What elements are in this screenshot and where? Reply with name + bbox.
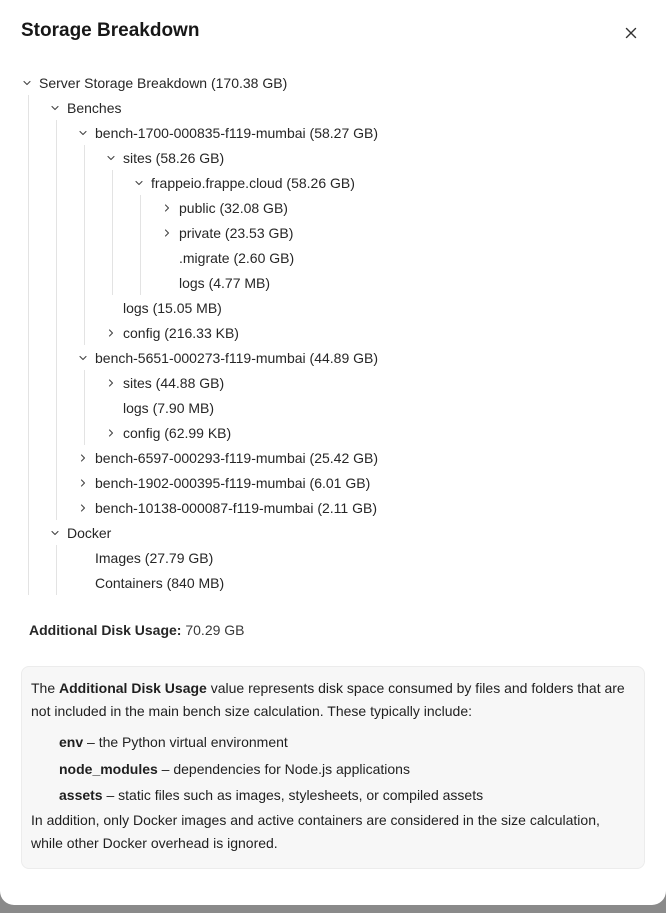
item-desc: – dependencies for Node.js applications xyxy=(157,760,410,777)
chevron-down-icon[interactable] xyxy=(49,527,61,539)
tree-node xyxy=(105,295,378,320)
tree-spacer xyxy=(105,302,117,314)
tree-node-label: Docker xyxy=(67,524,112,541)
tree-node-label: logs (15.05 MB) xyxy=(123,299,222,316)
tree-node[interactable] xyxy=(77,470,378,495)
tree-children xyxy=(112,170,378,295)
chevron-down-icon[interactable] xyxy=(133,177,145,189)
tree-node-label: private (23.53 GB) xyxy=(179,224,294,241)
chevron-right-icon[interactable] xyxy=(77,502,89,514)
item-desc: – the Python virtual environment xyxy=(83,734,288,750)
chevron-down-icon[interactable] xyxy=(49,102,61,114)
chevron-down-icon[interactable] xyxy=(77,127,89,139)
tree-node-label: .migrate (2.60 GB) xyxy=(179,249,295,266)
tree-node-label: bench-5651-000273-f119-mumbai (44.89 GB) xyxy=(95,349,379,366)
tree-node-label: Images (27.79 GB) xyxy=(95,549,214,566)
tree-spacer xyxy=(77,577,89,589)
tree-node[interactable] xyxy=(105,145,378,170)
tree-node[interactable] xyxy=(21,70,378,95)
tree-node[interactable] xyxy=(77,495,378,520)
tree-node xyxy=(77,570,378,595)
tree-node[interactable] xyxy=(77,120,378,145)
tree-node[interactable] xyxy=(77,345,378,370)
additional-disk-usage-value: 70.29 GB xyxy=(185,622,245,638)
tree-node xyxy=(161,245,378,270)
tree-node-label: sites (58.26 GB) xyxy=(123,149,225,166)
tree-node-label: config (62.99 KB) xyxy=(123,424,232,441)
tree-children xyxy=(84,370,378,445)
tree-node[interactable] xyxy=(133,170,378,195)
tree-node-label: sites (44.88 GB) xyxy=(123,374,225,391)
info-intro xyxy=(31,677,635,723)
tree-spacer xyxy=(77,552,89,564)
tree-node xyxy=(161,270,378,295)
info-intro-pre: The xyxy=(31,680,60,696)
chevron-right-icon[interactable] xyxy=(105,427,117,439)
tree-node[interactable] xyxy=(105,320,378,345)
tree-node-label: config (216.33 KB) xyxy=(123,324,239,341)
tree-node-label: public (32.08 GB) xyxy=(179,199,288,216)
tree-node-label: Benches xyxy=(67,99,122,116)
chevron-down-icon[interactable] xyxy=(77,352,89,364)
item-term: assets xyxy=(59,787,103,803)
tree-node-label: frappeio.frappe.cloud (58.26 GB) xyxy=(151,174,355,191)
list-item xyxy=(59,782,635,809)
additional-disk-usage xyxy=(29,622,245,638)
chevron-right-icon[interactable] xyxy=(161,202,173,214)
tree-children xyxy=(84,145,378,345)
info-intro-post: value represents disk space consumed by files and folders that are not included in the main bench size calculation. These typically include: xyxy=(31,680,625,719)
close-icon xyxy=(622,24,640,42)
tree-node[interactable] xyxy=(161,195,378,220)
chevron-down-icon[interactable] xyxy=(105,152,117,164)
tree-children xyxy=(56,120,378,520)
tree-spacer xyxy=(161,252,173,264)
tree-spacer xyxy=(105,402,117,414)
list-item xyxy=(59,756,635,783)
chevron-down-icon[interactable] xyxy=(21,77,33,89)
tree-node xyxy=(105,395,378,420)
tree-node-label: Server Storage Breakdown (170.38 GB) xyxy=(39,74,288,91)
close-button[interactable] xyxy=(622,24,640,42)
item-desc: – static files such as images, stylesheets, or compiled assets xyxy=(102,787,484,803)
tree-children xyxy=(140,195,378,295)
info-outro: In addition, only Docker images and active containers are considered in the size calculation, while other Docker overhead is ignored. xyxy=(31,811,600,851)
tree-node-label: bench-1700-000835-f119-mumbai (58.27 GB) xyxy=(95,124,379,141)
storage-tree xyxy=(21,70,378,595)
tree-node-label: logs (4.77 MB) xyxy=(179,274,271,291)
tree-node-label: bench-10138-000087-f119-mumbai (2.11 GB) xyxy=(95,499,377,516)
tree-node[interactable] xyxy=(105,370,378,395)
tree-node[interactable] xyxy=(161,220,378,245)
tree-node-label: Containers (840 MB) xyxy=(95,574,225,591)
tree-children xyxy=(56,545,378,595)
chevron-right-icon[interactable] xyxy=(161,227,173,239)
tree-node xyxy=(77,545,378,570)
tree-spacer xyxy=(161,277,173,289)
tree-node[interactable] xyxy=(49,95,378,120)
tree-node[interactable] xyxy=(105,420,378,445)
chevron-right-icon[interactable] xyxy=(105,327,117,339)
dialog-title: Storage Breakdown xyxy=(21,20,200,41)
tree-node-label: logs (7.90 MB) xyxy=(123,399,215,416)
list-item xyxy=(59,729,635,756)
additional-disk-usage-label: Additional Disk Usage: xyxy=(29,622,182,638)
tree-node[interactable] xyxy=(77,445,378,470)
chevron-right-icon[interactable] xyxy=(77,452,89,464)
chevron-right-icon[interactable] xyxy=(77,477,89,489)
item-term: node_modules xyxy=(59,760,158,777)
info-list xyxy=(31,729,635,809)
info-box xyxy=(21,666,645,869)
tree-node-label: bench-1902-000395-f119-mumbai (6.01 GB) xyxy=(95,474,371,491)
item-term: env xyxy=(59,734,84,750)
chevron-right-icon[interactable] xyxy=(105,377,117,389)
tree-node[interactable] xyxy=(49,520,378,545)
tree-children xyxy=(28,95,378,595)
tree-node-label: bench-6597-000293-f119-mumbai (25.42 GB) xyxy=(95,449,379,466)
info-intro-bold: Additional Disk Usage xyxy=(59,680,207,696)
